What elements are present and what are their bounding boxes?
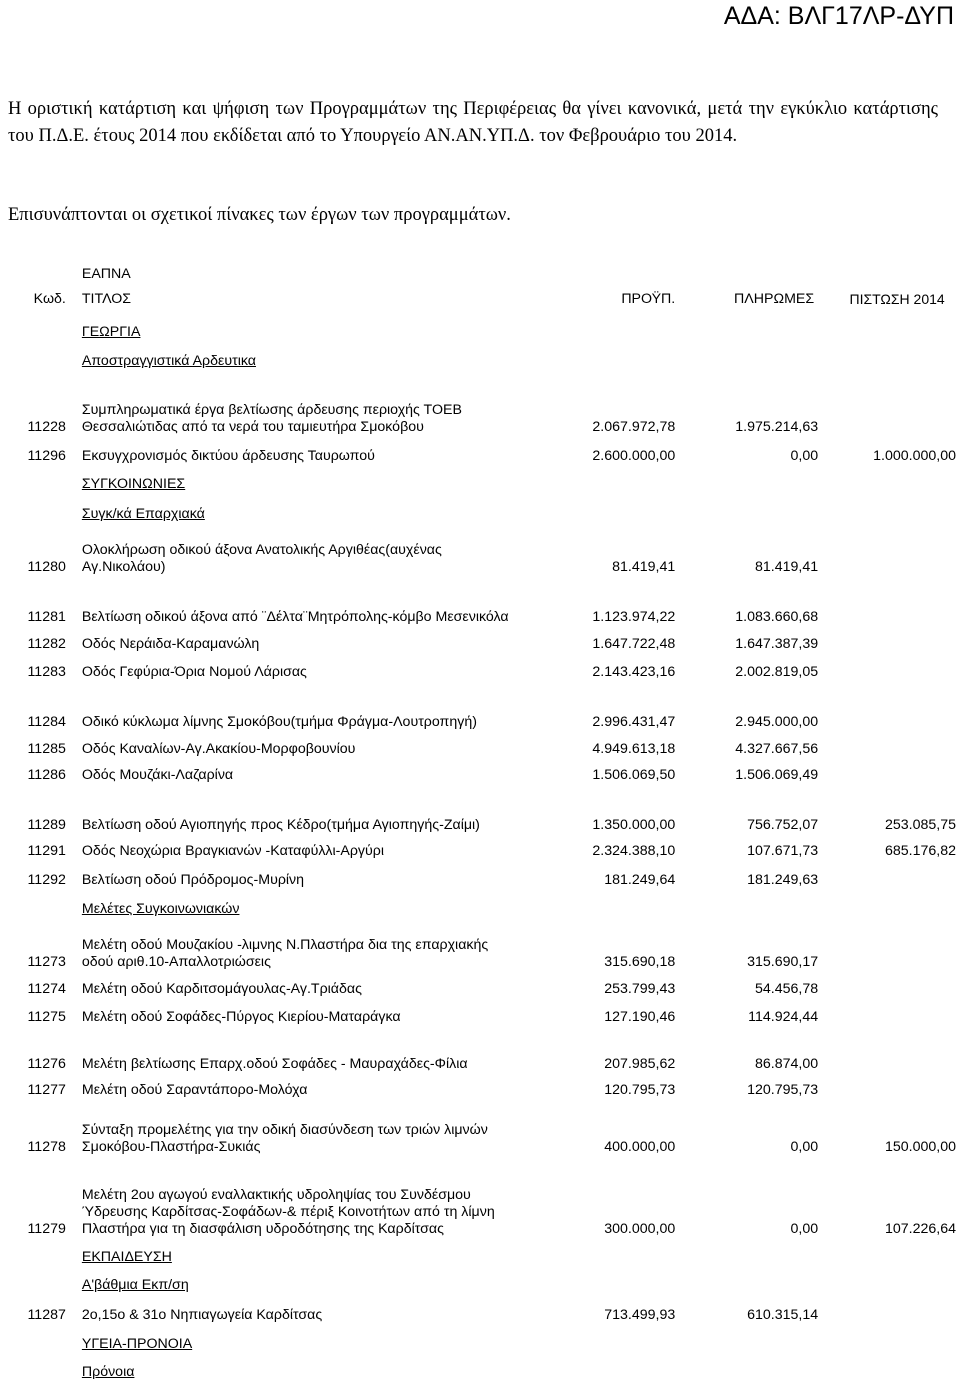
row-code: 11289: [27, 817, 66, 833]
row-code: 11228: [27, 419, 66, 435]
table-row: [8, 834, 960, 860]
row-code: 11285: [27, 741, 66, 757]
row-payments: 1.083.660,68: [735, 609, 819, 625]
row-code: 11291: [27, 843, 66, 859]
header-credit: ΠΙΣΤΩΣΗ 2014: [849, 291, 945, 307]
row-budget: 1.350.000,00: [592, 817, 676, 833]
row-payments: 54.456,78: [755, 981, 819, 997]
row-code: 11292: [27, 872, 66, 888]
row-budget: 120.795,73: [604, 1082, 676, 1098]
section-title: Μελέτες Συγκοινωνιακών: [81, 901, 240, 917]
row-budget: 2.143.423,16: [592, 664, 676, 680]
row-title: Οδός Μουζάκι-Λαζαρίνα: [81, 767, 234, 783]
row-payments: 107.671,73: [747, 843, 819, 859]
table-row: [8, 971, 960, 998]
row-credit: [826, 918, 960, 971]
row-code: 11281: [27, 609, 66, 625]
row-code: 11296: [27, 448, 66, 464]
row-title: Οδικό κύκλωμα λίμνης Σμοκόβου(τμήμα Φράγμα-Λουτροπηγή): [81, 714, 477, 730]
ada-watermark: ΑΔΑ: ΒΛΓ17ΛΡ-ΔΥΠ: [723, 2, 954, 30]
row-budget: 253.799,43: [604, 981, 676, 997]
row-code: 11276: [27, 1056, 66, 1072]
row-code: 11277: [27, 1082, 66, 1098]
row-payments: 0,00: [790, 448, 819, 464]
row-title: 2ο,15ο & 31ο Νηπιαγωγεία Καρδίτσας: [81, 1307, 323, 1323]
section-title: Πρόνοια: [81, 1364, 135, 1380]
intro-paragraph-2: Επισυνάπτονται οι σχετικοί πίνακες των έργων των προγραμμάτων.: [8, 205, 511, 225]
table-header-row: [8, 283, 960, 315]
row-credit: [826, 523, 960, 576]
row-code: 11275: [27, 1009, 66, 1025]
program-heading: ΕΑΠΝΑ: [81, 266, 131, 282]
row-title: Μελέτη οδού Σοφάδες-Πύργος Κιερίου-Ματαράγκα: [81, 1009, 401, 1025]
row-title: Ολοκλήρωση οδικού άξονα Ανατολικής Αργιθέας(αυχένας Αγ.Νικολάου): [81, 542, 442, 575]
row-title: Μελέτη οδού Σαραντάπορο-Μολόχα: [81, 1082, 308, 1098]
row-credit: [826, 626, 960, 653]
row-payments: 0,00: [790, 1221, 819, 1237]
row-payments: 1.647.387,39: [735, 636, 819, 652]
header-code: Κωδ.: [33, 290, 66, 307]
row-payments: 4.327.667,56: [735, 741, 819, 757]
header-title: ΤΙΤΛΟΣ: [81, 290, 132, 307]
row-credit: [826, 653, 960, 681]
section-row: [8, 1238, 960, 1266]
row-title: Οδός Νεράιδα-Καραμανώλη: [81, 636, 260, 652]
row-credit: [826, 1026, 960, 1073]
row-budget: 1.647.722,48: [592, 636, 676, 652]
row-title: Οδός Γεφύρια-Όρια Νομού Λάρισας: [81, 664, 307, 680]
row-title: Εκσυγχρονισμός δικτύου άρδευσης Ταυρωπού: [81, 448, 375, 464]
section-title: ΕΚΠΑΙΔΕΥΣΗ: [81, 1249, 172, 1265]
row-budget: 2.600.000,00: [592, 448, 676, 464]
row-budget: 1.123.974,22: [592, 609, 676, 625]
row-payments: 86.874,00: [755, 1056, 819, 1072]
row-title: Μελέτη 2ου αγωγού εναλλακτικής υδροληψίας του Συνδέσμου Ύδρευσης Καρδίτσας-Σοφάδων-& πέριξ Κοινοτήτων από τη λίμνη Πλαστήρα για τη διασφάλιση υδροδότησης της Καρδίτσας: [81, 1187, 495, 1237]
section-title: ΣΥΓΚΟΙΝΩΝΙΕΣ: [81, 476, 186, 492]
section-row: [8, 1266, 960, 1294]
table-row: [8, 523, 960, 576]
intro-paragraph-1: Η οριστική κατάρτιση και ψήφιση των Προγραμμάτων της Περιφέρειας θα γίνει κανονικά, μετά την εγκύκλιο κατάρτισης του Π.Δ.Ε. έτους 2014 που εκδίδεται από το Υπουργείο ΑΝ.ΑΝ.ΥΠ.Δ. τον Φεβρουάριο του 2014.: [8, 99, 938, 146]
row-budget: 713.499,93: [604, 1307, 676, 1323]
row-payments: 1.506.069,49: [735, 767, 819, 783]
row-code: 11279: [27, 1221, 66, 1237]
row-code: 11283: [27, 664, 66, 680]
row-credit: 685.176,82: [884, 843, 956, 859]
projects-table: [8, 253, 960, 1381]
section-title: Α'βάθμια Εκπ/ση: [81, 1277, 189, 1293]
row-title: Βελτίωση οδικού άξονα από ¨Δέλτα¨Μητρόπολης-κόμβο Μεσενικόλα: [81, 609, 509, 625]
row-credit: 253.085,75: [884, 817, 956, 833]
row-credit: 107.226,64: [884, 1221, 956, 1237]
intro-text: [8, 96, 938, 150]
row-code: 11284: [27, 714, 66, 730]
table-row: [8, 370, 960, 436]
row-payments: 1.975.214,63: [735, 419, 819, 435]
row-budget: 2.324.388,10: [592, 843, 676, 859]
row-credit: [826, 370, 960, 436]
row-title: Σύνταξη προμελέτης για την οδική διασύνδεση των τριών λιμνών Σμοκόβου-Πλαστήρα-Συκιάς: [81, 1122, 488, 1155]
section-title: Αποστραγγιστικά Αρδευτικα: [81, 353, 256, 369]
row-code: 11286: [27, 767, 66, 783]
row-code: 11282: [27, 636, 66, 652]
row-credit: 1.000.000,00: [873, 448, 956, 464]
row-title: Βελτίωση οδού Αγιοπηγής προς Κέδρο(τμήμα Αγιοπηγής-Ζαίμι): [81, 817, 480, 833]
header-payments: ΠΛΗΡΩΜΕΣ: [734, 290, 815, 307]
row-payments: 756.752,07: [747, 817, 819, 833]
section-title: Συγκ/κά Επαρχιακά: [81, 506, 205, 522]
row-budget: 315.690,18: [604, 954, 676, 970]
row-payments: 114.924,44: [748, 1009, 819, 1025]
row-budget: 2.996.431,47: [592, 714, 676, 730]
row-payments: 2.945.000,00: [735, 714, 819, 730]
row-credit: [826, 681, 960, 731]
table-row: [8, 731, 960, 758]
row-title: Μελέτη βελτίωσης Επαρχ.οδού Σοφάδες - Μαυραχάδες-Φίλια: [81, 1056, 468, 1072]
row-code: 11278: [27, 1139, 66, 1155]
row-credit: [826, 1073, 960, 1099]
row-payments: 2.002.819,05: [735, 664, 819, 680]
table-row: [8, 1294, 960, 1324]
row-title: Μελέτη οδού Μουζακίου -λιμνης Ν.Πλαστήρα δια της επαρχιακής οδού αριθ.10-Απαλλοτριώσεις: [81, 937, 489, 970]
row-credit: [826, 758, 960, 784]
table-row: [8, 860, 960, 889]
row-credit: [826, 971, 960, 998]
section-row: [8, 341, 960, 370]
row-credit: [826, 998, 960, 1026]
table-row: [8, 626, 960, 653]
row-title: Βελτίωση οδού Πρόδρομος-Μυρίνη: [81, 872, 305, 888]
row-title: Οδός Νεοχώρια Βραγκιανών -Καταφύλλι-Αργύρι: [81, 843, 385, 859]
row-budget: 81.419,41: [612, 559, 676, 575]
row-budget: 207.985,62: [604, 1056, 676, 1072]
row-code: 11280: [27, 559, 66, 575]
row-budget: 1.506.069,50: [592, 767, 676, 783]
section-row: [8, 493, 960, 523]
row-payments: 610.315,14: [747, 1307, 819, 1323]
row-code: 11287: [27, 1307, 66, 1323]
program-heading-row: [8, 253, 960, 283]
row-budget: 300.000,00: [604, 1221, 676, 1237]
row-code: 11273: [27, 954, 66, 970]
row-payments: 181.249,63: [747, 872, 819, 888]
row-code: 11274: [27, 981, 66, 997]
row-credit: [826, 1294, 960, 1324]
table-row: [8, 1073, 960, 1099]
table-row: [8, 918, 960, 971]
intro-text-2: [8, 202, 938, 229]
row-budget: 4.949.613,18: [592, 741, 676, 757]
row-credit: [826, 576, 960, 626]
header-budget: ΠΡΟΫΠ.: [621, 290, 676, 307]
row-payments: 315.690,17: [747, 954, 819, 970]
section-row: [8, 465, 960, 493]
section-title: ΓΕΩΡΓΙΑ: [81, 324, 141, 340]
row-payments: 0,00: [790, 1139, 819, 1155]
row-title: Μελέτη οδού Καρδιτσομάγουλας-Αγ.Τριάδας: [81, 981, 362, 997]
table-row: [8, 784, 960, 834]
row-credit: 150.000,00: [884, 1139, 956, 1155]
row-budget: 400.000,00: [604, 1139, 676, 1155]
table-row: [8, 681, 960, 731]
row-credit: [826, 731, 960, 758]
section-title: ΥΓΕΙΑ-ΠΡΟΝΟΙΑ: [81, 1336, 193, 1352]
table-row: [8, 1156, 960, 1238]
row-budget: 127.190,46: [604, 1009, 676, 1025]
row-title: Συμπληρωματικά έργα βελτίωσης άρδευσης περιοχής ΤΟΕΒ Θεσσαλιώτιδας από τα νερά του ταμιευτήρα Σμοκόβου: [81, 402, 462, 435]
table-row: [8, 1099, 960, 1156]
row-payments: 81.419,41: [755, 559, 819, 575]
table-row: [8, 576, 960, 626]
table-row: [8, 436, 960, 465]
row-payments: 120.795,73: [747, 1082, 819, 1098]
section-row: [8, 1353, 960, 1381]
row-budget: 181.249,64: [604, 872, 676, 888]
table-row: [8, 653, 960, 681]
row-budget: 2.067.972,78: [592, 419, 676, 435]
table-row: [8, 998, 960, 1026]
section-row: [8, 315, 960, 341]
row-title: Οδός Καναλίων-Αγ.Ακακίου-Μορφοβουνίου: [81, 741, 356, 757]
table-row: [8, 1026, 960, 1073]
table-row: [8, 758, 960, 784]
row-credit: [826, 860, 960, 889]
section-row: [8, 1324, 960, 1353]
section-row: [8, 889, 960, 918]
